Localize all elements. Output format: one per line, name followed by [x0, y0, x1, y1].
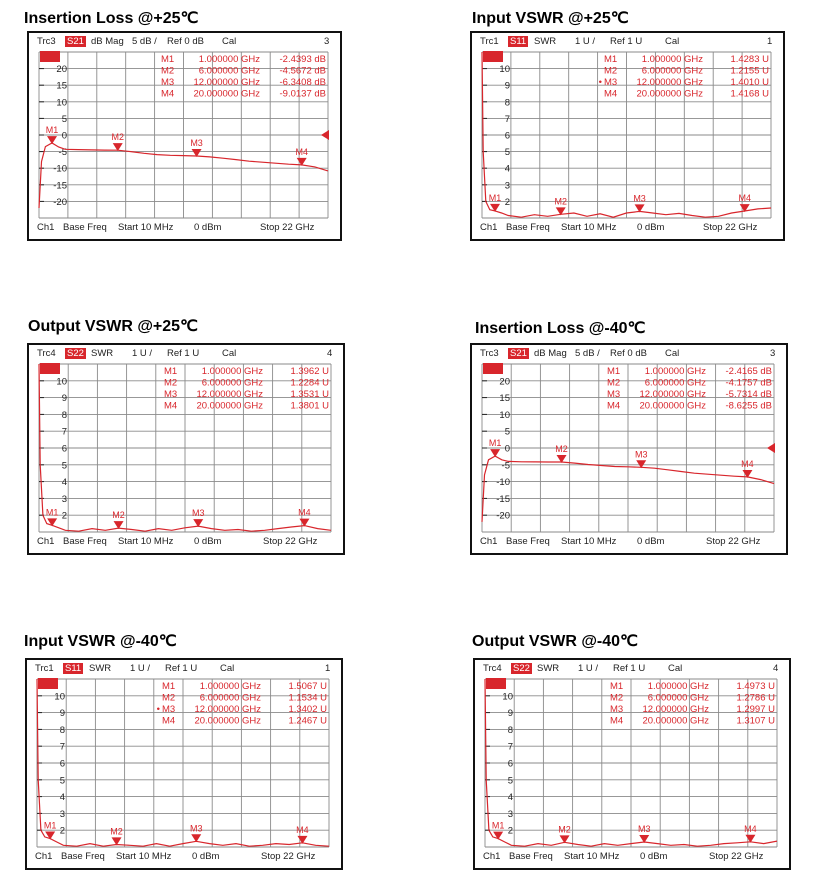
marker-table-value: -4.1757 dB — [725, 377, 772, 389]
marker-table-name: M1 — [607, 366, 621, 377]
y-tick-label: -5 — [58, 147, 67, 159]
marker-table-freq: 20.000000 GHz — [636, 88, 703, 100]
stop-freq: Stop 22 GHz — [260, 222, 315, 233]
grid — [485, 679, 777, 847]
plot-svg — [29, 345, 343, 553]
scale-label: 1 U / — [575, 36, 596, 47]
marker-table-freq: 20.000000 GHz — [639, 400, 706, 412]
start-freq: Start 10 MHz — [118, 222, 174, 233]
sweep-mode-label: Base Freq — [63, 222, 107, 233]
y-tick-label: 4 — [61, 477, 67, 489]
marker-table-name: M1 — [610, 681, 624, 692]
y-tick-label: 3 — [504, 180, 510, 192]
marker-table-name: M3 — [161, 77, 175, 88]
marker-table-name: M4 — [164, 400, 178, 412]
trace-marker-badge — [486, 678, 506, 689]
marker-triangle — [45, 831, 55, 839]
y-tick-label: 0 — [504, 443, 510, 455]
analyzer-panel — [27, 343, 345, 555]
chart-title: Output VSWR @+25℃ — [28, 318, 199, 335]
format-label: SWR — [91, 348, 114, 359]
marker-triangle — [560, 835, 570, 843]
cal-label: Cal — [665, 348, 680, 359]
reference-level-marker — [767, 443, 775, 453]
grid — [39, 364, 331, 532]
ref-label: Ref 1 U — [613, 663, 646, 674]
trace-id: Trc3 — [37, 36, 56, 47]
y-tick-label: 8 — [504, 97, 510, 109]
marker-table-value: -6.3408 dB — [279, 77, 326, 88]
trace-id: Trc4 — [37, 348, 56, 359]
cal-label: Cal — [668, 663, 683, 674]
marker-table-value: -2.4165 dB — [725, 366, 772, 377]
start-freq: Start 10 MHz — [118, 536, 174, 547]
y-tick-label: 7 — [59, 741, 65, 753]
y-tick-label: 5 — [507, 775, 513, 787]
marker-table-active: • — [156, 704, 160, 715]
marker-table-active: • — [598, 77, 602, 88]
analyzer-panel — [473, 658, 791, 870]
marker-table-name: M1 — [161, 54, 175, 65]
marker-table-freq: 6.000000 GHz — [641, 65, 703, 77]
marker-table-name: M3 — [162, 704, 176, 715]
marker-table-freq: 12.000000 GHz — [194, 704, 261, 715]
plot-svg — [475, 660, 789, 868]
sweep-mode-label: Base Freq — [61, 851, 105, 862]
power-level: 0 dBm — [637, 536, 665, 547]
marker-label: M1 — [45, 507, 59, 518]
marker-label: M1 — [45, 125, 59, 136]
y-tick-label: 9 — [59, 708, 65, 720]
y-tick-label: 10 — [56, 376, 67, 388]
marker-table-value: 1.1534 U — [288, 692, 327, 704]
marker-table-value: -9.0137 dB — [279, 88, 326, 100]
y-tick-label: 2 — [59, 825, 65, 837]
marker-table-name: M4 — [610, 715, 624, 727]
marker-triangle — [493, 832, 503, 840]
marker-table-freq: 1.000000 GHz — [199, 681, 261, 692]
sweep-mode-label: Base Freq — [506, 536, 550, 547]
trace-id: Trc1 — [35, 663, 54, 674]
reference-level-marker — [321, 130, 329, 140]
marker-table-freq: 6.000000 GHz — [644, 377, 706, 389]
y-tick-label: 5 — [59, 775, 65, 787]
marker-table-freq: 6.000000 GHz — [198, 65, 260, 77]
format-label: dB Mag — [534, 348, 567, 359]
trace-number: 1 — [325, 663, 331, 674]
trace-id: Trc1 — [480, 36, 499, 47]
marker-table-name: M3 — [610, 704, 624, 715]
plot-svg — [472, 33, 783, 239]
marker-table-freq: 12.000000 GHz — [193, 77, 260, 88]
marker-label: M1 — [488, 192, 502, 203]
y-tick-label: 10 — [56, 97, 67, 109]
marker-table-name: M3 — [607, 389, 621, 400]
y-tick-label: 8 — [59, 724, 65, 736]
sparam-badge: S22 — [513, 663, 530, 674]
sparam-badge: S22 — [67, 348, 84, 359]
marker-table-value: 1.3801 U — [290, 400, 329, 412]
y-tick-label: 6 — [507, 758, 513, 770]
marker-table-freq: 6.000000 GHz — [201, 377, 263, 389]
scale-label: 1 U / — [578, 663, 599, 674]
chart-title: Insertion Loss @-40℃ — [475, 320, 646, 337]
stop-freq: Stop 22 GHz — [263, 536, 318, 547]
scale-label: 1 U / — [132, 348, 153, 359]
marker-table-value: 1.4010 U — [730, 77, 769, 88]
y-tick-label: 10 — [499, 409, 510, 421]
marker-triangle — [47, 136, 57, 144]
grid — [37, 679, 329, 847]
y-tick-label: 7 — [61, 426, 67, 438]
channel-label: Ch1 — [483, 851, 501, 862]
trace-id: Trc3 — [480, 348, 499, 359]
marker-table-value: 1.2786 U — [736, 692, 775, 704]
trace-marker-badge — [38, 678, 58, 689]
y-tick-label: 9 — [507, 708, 513, 720]
marker-label: M4 — [298, 507, 311, 518]
channel-label: Ch1 — [480, 222, 498, 233]
marker-table-value: 1.3531 U — [290, 389, 329, 400]
format-label: dB Mag — [91, 36, 124, 47]
marker-triangle — [193, 519, 203, 527]
marker-triangle — [635, 204, 645, 212]
channel-label: Ch1 — [35, 851, 53, 862]
marker-triangle — [639, 835, 649, 843]
analyzer-panel — [27, 31, 342, 241]
marker-table-value: 1.2155 U — [730, 65, 769, 77]
trace-marker-badge — [40, 363, 60, 374]
marker-label: M4 — [295, 146, 308, 157]
sweep-mode-label: Base Freq — [506, 222, 550, 233]
chart-title: Input VSWR @-40℃ — [24, 633, 177, 650]
marker-label: M3 — [637, 823, 651, 834]
y-tick-label: 20 — [499, 376, 510, 388]
marker-triangle — [490, 449, 500, 457]
plot-svg — [27, 660, 341, 868]
marker-label: M4 — [296, 824, 309, 835]
sparam-badge: S21 — [67, 36, 84, 47]
y-tick-label: -5 — [501, 460, 510, 472]
channel-label: Ch1 — [37, 536, 55, 547]
cal-label: Cal — [222, 36, 237, 47]
format-label: SWR — [537, 663, 560, 674]
marker-table-name: M3 — [164, 389, 178, 400]
marker-table-freq: 20.000000 GHz — [193, 88, 260, 100]
marker-label: M4 — [741, 458, 754, 469]
y-tick-label: 8 — [507, 724, 513, 736]
start-freq: Start 10 MHz — [116, 851, 172, 862]
y-tick-label: 9 — [504, 80, 510, 92]
y-tick-label: 2 — [61, 510, 67, 522]
marker-label: M3 — [191, 508, 205, 519]
marker-label: M1 — [491, 820, 505, 831]
chart-title: Insertion Loss @+25℃ — [24, 10, 199, 27]
marker-table-freq: 1.000000 GHz — [641, 54, 703, 65]
analyzer-panel — [25, 658, 343, 870]
marker-label: M2 — [112, 510, 125, 521]
y-tick-label: -20 — [53, 196, 67, 208]
trace-number: 3 — [324, 36, 330, 47]
y-tick-label: 6 — [59, 758, 65, 770]
marker-table-name: M4 — [161, 88, 175, 100]
y-tick-label: 2 — [504, 196, 510, 208]
grid — [482, 52, 771, 218]
marker-table-freq: 12.000000 GHz — [642, 704, 709, 715]
marker-label: M4 — [744, 823, 757, 834]
y-tick-label: 4 — [507, 792, 513, 804]
plot-svg — [29, 33, 340, 239]
start-freq: Start 10 MHz — [564, 851, 620, 862]
y-tick-label: 4 — [59, 792, 65, 804]
marker-table-value: -8.6255 dB — [725, 400, 772, 412]
power-level: 0 dBm — [194, 536, 222, 547]
trace-id: Trc4 — [483, 663, 502, 674]
sparam-badge: S11 — [65, 663, 82, 674]
ref-label: Ref 1 U — [167, 348, 200, 359]
cal-label: Cal — [665, 36, 680, 47]
y-tick-label: 4 — [504, 163, 510, 175]
y-tick-label: 10 — [499, 64, 510, 76]
y-tick-label: -10 — [496, 477, 510, 489]
y-tick-label: 5 — [504, 147, 510, 159]
ref-label: Ref 1 U — [610, 36, 643, 47]
marker-table-value: 1.2467 U — [288, 715, 327, 727]
cal-label: Cal — [220, 663, 235, 674]
marker-label: M3 — [190, 138, 203, 149]
y-tick-label: 10 — [502, 691, 513, 703]
marker-table-value: 1.2997 U — [736, 704, 775, 715]
ref-label: Ref 0 dB — [167, 36, 204, 47]
channel-label: Ch1 — [37, 222, 55, 233]
power-level: 0 dBm — [194, 222, 222, 233]
marker-table-freq: 20.000000 GHz — [194, 715, 261, 727]
marker-table-freq: 6.000000 GHz — [647, 692, 709, 704]
power-level: 0 dBm — [637, 222, 665, 233]
marker-table-name: M1 — [604, 54, 618, 65]
marker-label: M3 — [634, 449, 648, 460]
y-tick-label: 7 — [504, 113, 510, 125]
chart-title: Input VSWR @+25℃ — [472, 10, 629, 27]
y-tick-label: 10 — [54, 691, 65, 703]
stop-freq: Stop 22 GHz — [709, 851, 764, 862]
trace-number: 1 — [767, 36, 773, 47]
marker-table-freq: 20.000000 GHz — [196, 400, 263, 412]
marker-table-name: M4 — [607, 400, 621, 412]
trace-number: 3 — [770, 348, 776, 359]
scale-label: 1 U / — [130, 663, 151, 674]
stop-freq: Stop 22 GHz — [703, 222, 758, 233]
marker-label: M2 — [555, 444, 568, 455]
marker-table-freq: 1.000000 GHz — [201, 366, 263, 377]
marker-table-value: -5.7314 dB — [725, 389, 772, 400]
y-tick-label: 20 — [56, 64, 67, 76]
y-tick-label: 9 — [61, 393, 67, 405]
marker-table-name: M2 — [164, 377, 178, 389]
scale-label: 5 dB / — [132, 36, 157, 47]
marker-table-freq: 1.000000 GHz — [198, 54, 260, 65]
power-level: 0 dBm — [192, 851, 220, 862]
y-tick-label: -10 — [53, 163, 67, 175]
y-tick-label: 3 — [61, 493, 67, 505]
marker-table-freq: 1.000000 GHz — [647, 681, 709, 692]
sweep-mode-label: Base Freq — [63, 536, 107, 547]
marker-table-name: M4 — [162, 715, 176, 727]
marker-table-name: M3 — [604, 77, 618, 88]
marker-table-freq: 12.000000 GHz — [196, 389, 263, 400]
marker-label: M2 — [558, 824, 571, 835]
trace-marker-badge — [40, 51, 60, 62]
marker-table-freq: 12.000000 GHz — [639, 389, 706, 400]
marker-label: M1 — [43, 820, 57, 831]
format-label: SWR — [89, 663, 112, 674]
trace-number: 4 — [327, 348, 333, 359]
marker-label: M2 — [111, 132, 124, 143]
plot-svg — [472, 345, 786, 553]
y-tick-label: 2 — [507, 825, 513, 837]
trace-marker-badge — [483, 51, 503, 62]
power-level: 0 dBm — [640, 851, 668, 862]
marker-label: M3 — [189, 823, 203, 834]
marker-table-name: M1 — [164, 366, 178, 377]
y-tick-label: 6 — [504, 130, 510, 142]
analyzer-panel — [470, 343, 788, 555]
marker-table-value: 1.4973 U — [736, 681, 775, 692]
scale-label: 5 dB / — [575, 348, 600, 359]
marker-table-value: -2.4393 dB — [279, 54, 326, 65]
marker-table-name: M4 — [604, 88, 618, 100]
ref-label: Ref 1 U — [165, 663, 198, 674]
y-tick-label: -20 — [496, 510, 510, 522]
y-tick-label: 5 — [61, 113, 67, 125]
trace-number: 4 — [773, 663, 779, 674]
marker-table-freq: 12.000000 GHz — [636, 77, 703, 88]
marker-table-freq: 20.000000 GHz — [642, 715, 709, 727]
chart-title: Output VSWR @-40℃ — [472, 633, 639, 650]
marker-label: M1 — [488, 438, 502, 449]
marker-table-name: M2 — [604, 65, 618, 77]
marker-label: M4 — [738, 193, 751, 204]
trace-marker-badge — [483, 363, 503, 374]
format-label: SWR — [534, 36, 557, 47]
marker-label: M2 — [554, 196, 567, 207]
y-tick-label: -15 — [53, 180, 67, 192]
y-tick-label: 0 — [61, 130, 67, 142]
y-tick-label: -15 — [496, 493, 510, 505]
marker-table-name: M2 — [162, 692, 176, 704]
y-tick-label: 15 — [56, 80, 67, 92]
y-tick-label: 15 — [499, 393, 510, 405]
marker-table-value: 1.5067 U — [288, 681, 327, 692]
marker-label: M2 — [110, 826, 123, 837]
marker-triangle — [191, 834, 201, 842]
marker-table-value: -4.5672 dB — [279, 65, 326, 77]
sparam-badge: S11 — [510, 36, 527, 47]
y-tick-label: 6 — [61, 443, 67, 455]
start-freq: Start 10 MHz — [561, 222, 617, 233]
y-tick-label: 3 — [59, 808, 65, 820]
marker-table-freq: 6.000000 GHz — [199, 692, 261, 704]
marker-triangle — [47, 518, 57, 526]
marker-label: M3 — [633, 193, 646, 204]
marker-table-freq: 1.000000 GHz — [644, 366, 706, 377]
marker-table-name: M1 — [162, 681, 176, 692]
channel-label: Ch1 — [480, 536, 498, 547]
marker-table-value: 1.3962 U — [290, 366, 329, 377]
sweep-mode-label: Base Freq — [509, 851, 553, 862]
marker-table-name: M2 — [161, 65, 175, 77]
marker-table-name: M2 — [607, 377, 621, 389]
stop-freq: Stop 22 GHz — [261, 851, 316, 862]
sparam-badge: S21 — [510, 348, 527, 359]
y-tick-label: 3 — [507, 808, 513, 820]
marker-table-value: 1.3107 U — [736, 715, 775, 727]
marker-table-name: M2 — [610, 692, 624, 704]
y-tick-label: 7 — [507, 741, 513, 753]
analyzer-panel — [470, 31, 785, 241]
marker-table-value: 1.2284 U — [290, 377, 329, 389]
start-freq: Start 10 MHz — [561, 536, 617, 547]
y-tick-label: 5 — [61, 460, 67, 472]
cal-label: Cal — [222, 348, 237, 359]
stop-freq: Stop 22 GHz — [706, 536, 761, 547]
y-tick-label: 8 — [61, 409, 67, 421]
y-tick-label: 5 — [504, 426, 510, 438]
marker-table-value: 1.4168 U — [730, 88, 769, 100]
marker-table-value: 1.4283 U — [730, 54, 769, 65]
marker-table-value: 1.3402 U — [288, 704, 327, 715]
ref-label: Ref 0 dB — [610, 348, 647, 359]
